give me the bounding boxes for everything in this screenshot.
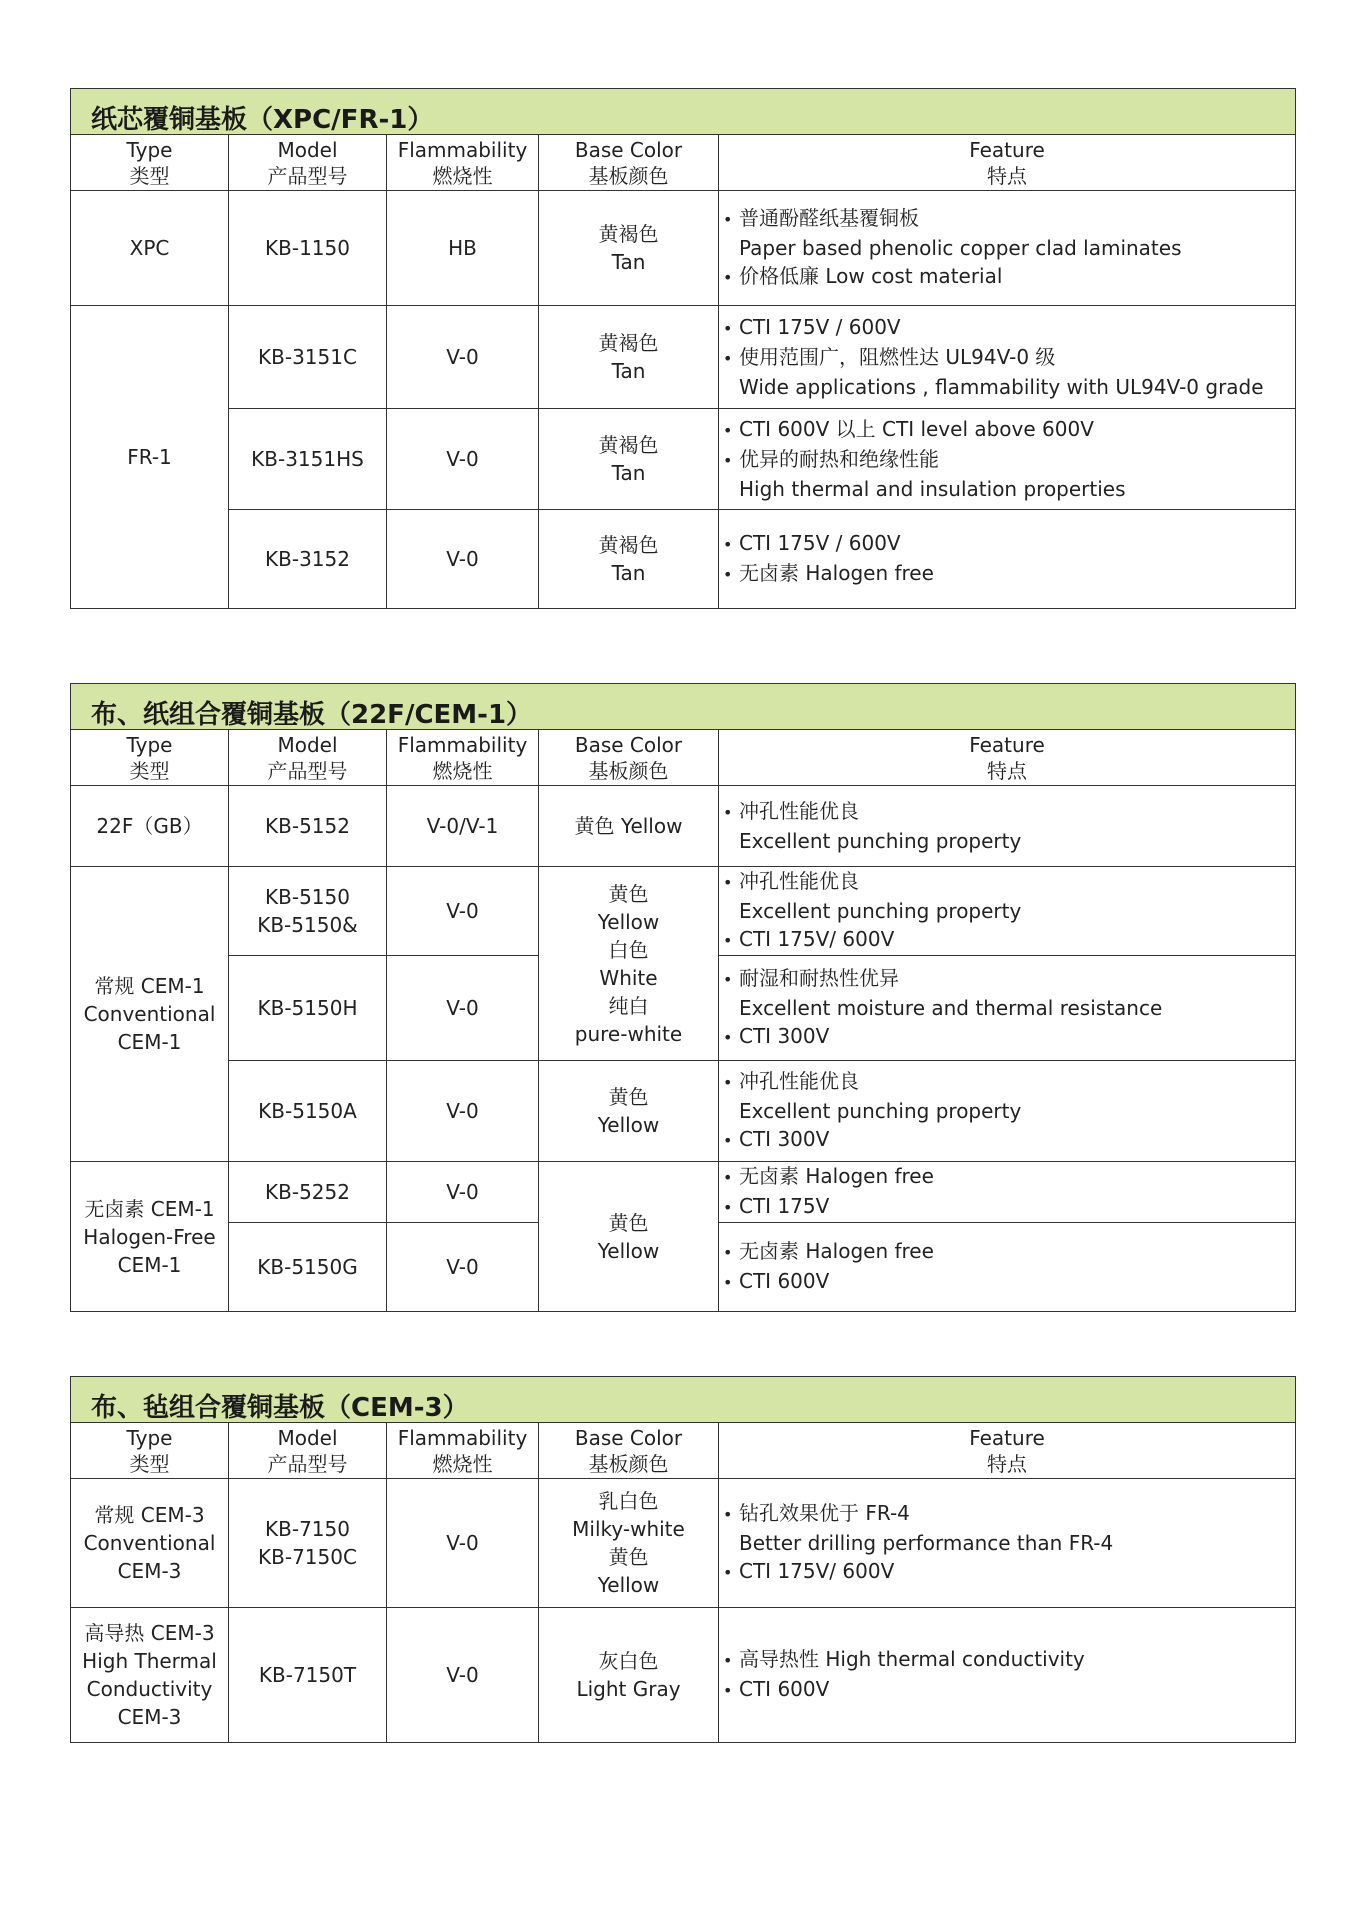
- header-model: Model 产品型号: [229, 1423, 387, 1479]
- type-cell: 常规 CEM-3 Conventional CEM-3: [71, 1479, 229, 1608]
- model-cell: KB-1150: [229, 191, 387, 306]
- type-cell: 22F（GB）: [71, 786, 229, 867]
- spec-table: [70, 134, 1296, 609]
- color-cell: 黄褐色 Tan: [539, 191, 719, 306]
- model-cell: KB-5150A: [229, 1061, 387, 1162]
- type-cell: 常规 CEM-1 Conventional CEM-1: [71, 867, 229, 1162]
- model-cell: KB-5150G: [229, 1223, 387, 1312]
- feature-cell: • 冲孔性能优良 Excellent punching property • CTI 175V/ 600V: [719, 867, 1296, 956]
- spec-table: [70, 1422, 1296, 1743]
- header-flammability: Flammability 燃烧性: [387, 1423, 539, 1479]
- table-header-row: [71, 730, 1296, 786]
- model-cell: KB-3151C: [229, 306, 387, 409]
- header-flammability: Flammability 燃烧性: [387, 730, 539, 786]
- color-cell: 黄色 Yellow: [539, 1061, 719, 1162]
- table-row: [71, 1061, 1296, 1162]
- table-row: [71, 867, 1296, 956]
- flammability-cell: V-0: [387, 1223, 539, 1312]
- type-cell: XPC: [71, 191, 229, 306]
- feature-cell: • 无卤素 Halogen free • CTI 175V: [719, 1162, 1296, 1223]
- feature-cell: • 无卤素 Halogen free • CTI 600V: [719, 1223, 1296, 1312]
- model-cell: KB-3152: [229, 510, 387, 609]
- type-cell: 高导热 CEM-3 High Thermal Conductivity CEM-3: [71, 1608, 229, 1743]
- model-cell: KB-7150 KB-7150C: [229, 1479, 387, 1608]
- table-row: [71, 1608, 1296, 1743]
- section-22f-cem1: [70, 683, 1296, 1312]
- color-cell: 黄色 Yellow: [539, 786, 719, 867]
- header-flammability: Flammability 燃烧性: [387, 135, 539, 191]
- feature-cell: • 冲孔性能优良 Excellent punching property • CTI 300V: [719, 1061, 1296, 1162]
- color-cell: 黄色 Yellow: [539, 1162, 719, 1312]
- feature-cell: • 普通酚醛纸基覆铜板 Paper based phenolic copper clad laminates • 价格低廉 Low cost material: [719, 191, 1296, 306]
- header-type: Type 类型: [71, 730, 229, 786]
- feature-cell: • CTI 175V / 600V • 无卤素 Halogen free: [719, 510, 1296, 609]
- section-cem3: [70, 1376, 1296, 1743]
- model-cell: KB-5152: [229, 786, 387, 867]
- header-feature: Feature 特点: [719, 730, 1296, 786]
- model-cell: KB-5150 KB-5150&: [229, 867, 387, 956]
- header-base-color: Base Color 基板颜色: [539, 730, 719, 786]
- table-row: [71, 191, 1296, 306]
- feature-cell: • 高导热性 High thermal conductivity • CTI 600V: [719, 1608, 1296, 1743]
- table-row: [71, 510, 1296, 609]
- feature-cell: • 冲孔性能优良 Excellent punching property: [719, 786, 1296, 867]
- model-cell: KB-7150T: [229, 1608, 387, 1743]
- flammability-cell: V-0: [387, 510, 539, 609]
- color-cell: 黄褐色 Tan: [539, 409, 719, 510]
- header-feature: Feature 特点: [719, 1423, 1296, 1479]
- spec-table: [70, 729, 1296, 1312]
- header-type: Type 类型: [71, 1423, 229, 1479]
- flammability-cell: V-0: [387, 306, 539, 409]
- feature-cell: • CTI 175V / 600V • 使用范围广，阻燃性达 UL94V-0 级 Wide applications , flammability with UL94V-0 grade: [719, 306, 1296, 409]
- flammability-cell: V-0: [387, 1479, 539, 1608]
- type-cell: FR-1: [71, 306, 229, 609]
- flammability-cell: V-0: [387, 956, 539, 1061]
- color-cell: 灰白色 Light Gray: [539, 1608, 719, 1743]
- header-type: Type 类型: [71, 135, 229, 191]
- flammability-cell: V-0: [387, 1608, 539, 1743]
- color-cell: 黄褐色 Tan: [539, 306, 719, 409]
- color-cell: 黄色 Yellow 白色 White 纯白 pure-white: [539, 867, 719, 1061]
- feature-cell: • 钻孔效果优于 FR-4 Better drilling performance than FR-4 • CTI 175V/ 600V: [719, 1479, 1296, 1608]
- flammability-cell: V-0: [387, 1162, 539, 1223]
- table-row: [71, 1162, 1296, 1223]
- section-title: 布、纸组合覆铜基板（22F/CEM-1）: [70, 683, 1296, 729]
- table-row: [71, 786, 1296, 867]
- flammability-cell: V-0: [387, 867, 539, 956]
- feature-cell: • CTI 600V 以上 CTI level above 600V • 优异的耐热和绝缘性能 High thermal and insulation properties: [719, 409, 1296, 510]
- color-cell: 乳白色 Milky-white 黄色 Yellow: [539, 1479, 719, 1608]
- section-title: 纸芯覆铜基板（XPC/FR-1）: [70, 88, 1296, 134]
- flammability-cell: V-0/V-1: [387, 786, 539, 867]
- type-cell: 无卤素 CEM-1 Halogen-Free CEM-1: [71, 1162, 229, 1312]
- table-header-row: [71, 1423, 1296, 1479]
- section-title: 布、毡组合覆铜基板（CEM-3）: [70, 1376, 1296, 1422]
- header-base-color: Base Color 基板颜色: [539, 135, 719, 191]
- table-row: [71, 1479, 1296, 1608]
- feature-cell: • 耐湿和耐热性优异 Excellent moisture and thermal resistance • CTI 300V: [719, 956, 1296, 1061]
- header-model: Model 产品型号: [229, 135, 387, 191]
- flammability-cell: HB: [387, 191, 539, 306]
- table-row: [71, 409, 1296, 510]
- flammability-cell: V-0: [387, 409, 539, 510]
- header-model: Model 产品型号: [229, 730, 387, 786]
- section-xpc-fr1: [70, 88, 1296, 609]
- model-cell: KB-5150H: [229, 956, 387, 1061]
- model-cell: KB-3151HS: [229, 409, 387, 510]
- header-base-color: Base Color 基板颜色: [539, 1423, 719, 1479]
- table-header-row: [71, 135, 1296, 191]
- model-cell: KB-5252: [229, 1162, 387, 1223]
- flammability-cell: V-0: [387, 1061, 539, 1162]
- color-cell: 黄褐色 Tan: [539, 510, 719, 609]
- table-row: [71, 306, 1296, 409]
- header-feature: Feature 特点: [719, 135, 1296, 191]
